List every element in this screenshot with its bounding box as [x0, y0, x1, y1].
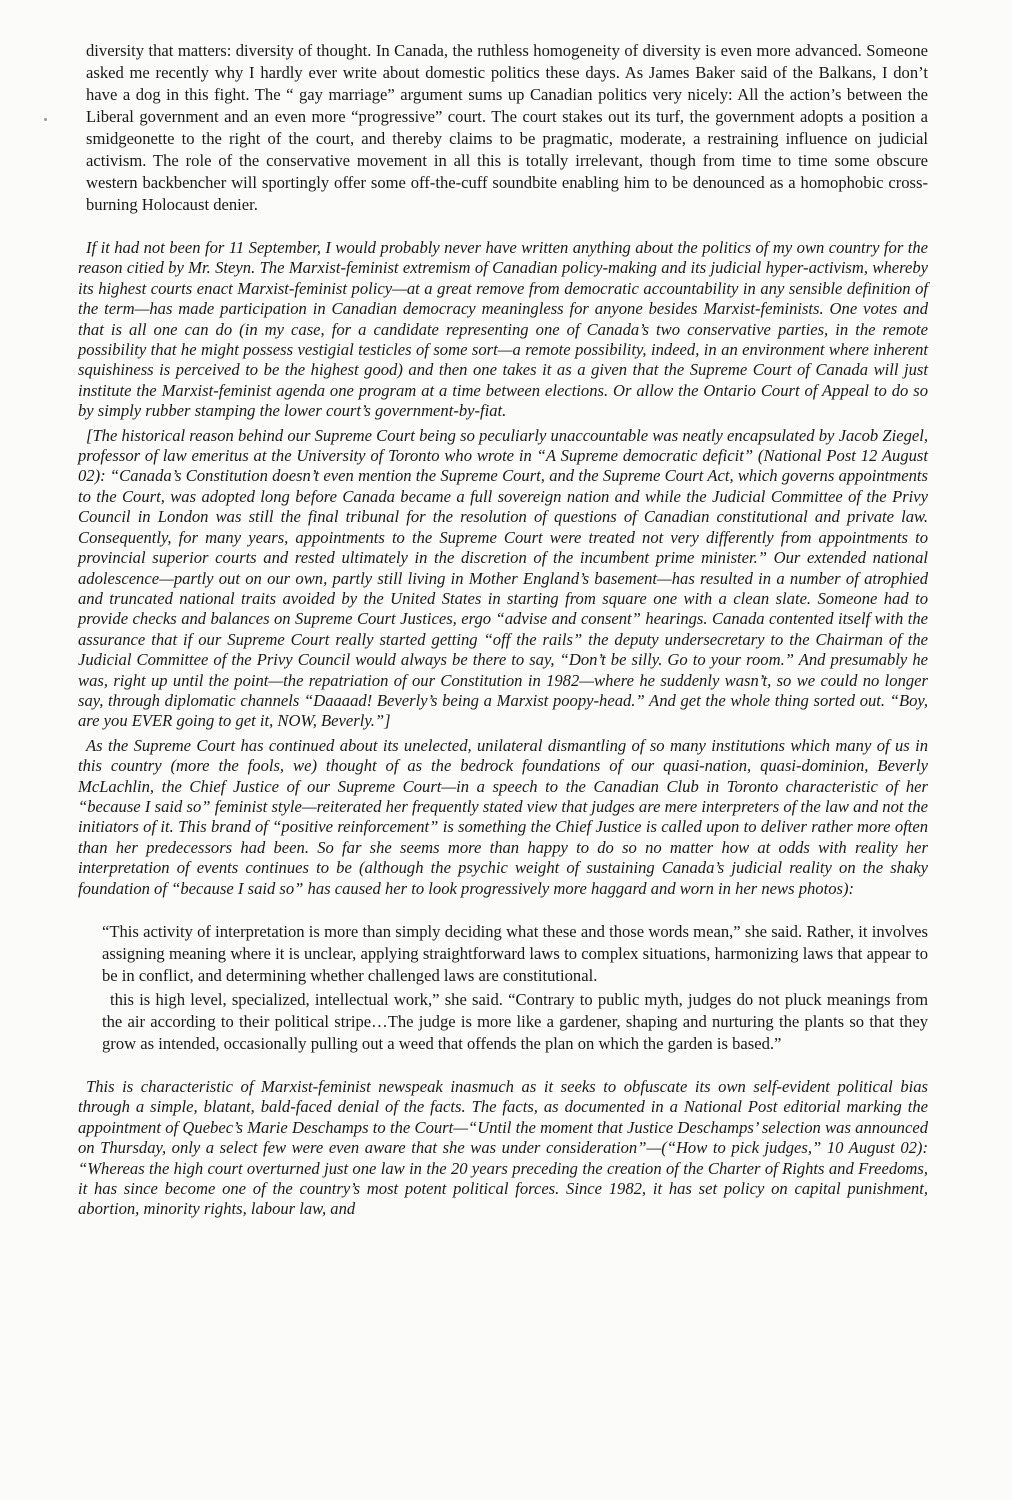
quote-interpretation: “This activity of interpretation is more than simply deciding what these and those words mean,” she said. Rather, it involves assigning meaning where it is unclear, applying straightforward laws to complex situations, harmonizing laws that appear to be in conflict, and determining whether challenged laws are constitutional.	[102, 922, 928, 985]
scan-speck	[44, 118, 47, 121]
text-column	[78, 40, 928, 1220]
paragraph-newspeak: This is characteristic of Marxist-feminist newspeak inasmuch as it seeks to obfuscate its own self-evident political bias through a simple, blatant, bald-faced denial of the facts. The facts, as documented in a National Post editorial marking the appointment of Quebec’s Marie Deschamps to the Court—“Until the moment that Justice Deschamps’ selection was announced on Thursday, only a select few were even aware that she was under consideration”—(“How to pick judges,” 10 August 02): “Whereas the high court overturned just one law in the 20 years preceding the creation of the Charter of Rights and Freedoms, it has since become one of the country’s most potent political forces. Since 1982, it has set policy on capital punishment, abortion, minority rights, labour law, and	[78, 1077, 928, 1219]
quote-gardener: this is high level, specialized, intellectual work,” she said. “Contrary to public myth, judges do not pluck meanings from the air according to their political stripe…The judge is more like a gardener, shaping and nurturing the plants so that they grow as intended, occasionally pulling out a weed that offends the plan on which the garden is based.”	[102, 990, 928, 1053]
paragraph-supreme-court: As the Supreme Court has continued about its unelected, unilateral dismantling of so many institutions which many of us in this country (more the fools, we) thought of as the bedrock foundations of our quasi-nation, quasi-dominion, Beverly McLachlin, the Chief Justice of our Supreme Court—in a speech to the Canadian Club in Toronto characteristic of her “because I said so” feminist style—reiterated her frequently stated view that judges are mere interpreters of the law and not the initiators of it. This brand of “positive reinforcement” is something the Chief Justice is called upon to deliver rather more often than her predecessors had been. So far she seems more than happy to do so no matter how at odds with reality her interpretation of events continues to be (although the psychic weight of sustaining Canada’s judicial reality on the shaky foundation of “because I said so” has caused her to look progressively more haggard and worn in her news photos):	[78, 735, 928, 898]
paragraph-steyn-quote: diversity that matters: diversity of thought. In Canada, the ruthless homogeneity of diversity is even more advanced. Someone asked me recently why I hardly ever write about domestic politics these days. As James Baker said of the Balkans, I don’t have a dog in this fight. The “ gay marriage” argument sums up Canadian politics very nicely: All the action’s between the Liberal government and an even more “progressive” court. The court stakes out its turf, the government adopts a position a smidgeonette to the right of the court, and thereby claims to be pragmatic, moderate, a restraining influence on judicial activism. The role of the conservative movement in all this is totally irrelevant, though from time to time some obscure western backbencher will sportingly offer some off-the-cuff soundbite enabling him to be denounced as a homophobic cross-burning Holocaust denier.	[86, 41, 928, 214]
paragraph-11-september: If it had not been for 11 September, I would probably never have written anything about the politics of my own country for the reason citied by Mr. Steyn. The Marxist-feminist extremism of Canadian policy-making and its judicial hyper-activism, whereby its highest courts enact Marxist-feminist policy—at a great remove from democratic accountability in any sensible definition of the term—has made participation in Canadian democracy meaningless for anyone besides Marxist-feminists. One votes and that is all one can do (in my case, for a candidate representing one of Canada’s two conservative parties, in the remote possibility that he might possess vestigial testicles of some sort—a remote possibility, indeed, in an environment where inherent squishiness is perceived to be the highest good) and then one takes it as a given that the Supreme Court of Canada will just institute the Marxist-feminist agenda one program at a time between elections. Or allow the Ontario Court of Appeal to do so by simply rubber stamping the lower court’s government-by-fiat.	[78, 238, 928, 421]
paragraph-historical-reason: [The historical reason behind our Supreme Court being so peculiarly unaccountable was neatly encapsulated by Jacob Ziegel, professor of law emeritus at the University of Toronto who wrote in “A Supreme democratic deficit” (National Post 12 August 02): “Canada’s Constitution doesn’t even mention the Supreme Court, and the Supreme Court Act, which governs appointments to the Court, was adopted long before Canada became a full sovereign nation and while the Judicial Committee of the Privy Council in London was still the final tribunal for the resolution of questions of Canadian constitutional and private law. Consequently, for many years, appointments to the Supreme Court were treated not very differently from appointments to provincial superior courts and rested ultimately in the discretion of the incumbent prime minister.” Our extended national adolescence—partly out on our own, partly still living in Mother England’s basement—has resulted in a number of atrophied and truncated national traits avoided by the United States in starting from square one with a clean slate. Someone had to provide checks and balances on Supreme Court Justices, ergo “advise and consent” hearings. Canada contented itself with the assurance that if our Supreme Court really started getting “off the rails” the deputy undersecretary to the Chairman of the Judicial Committee of the Privy Council would always be there to say, “Don’t be silly. Go to your room.” And presumably he was, right up until the point—the repatriation of our Constitution in 1982—where he suddenly wasn’t, so we could no longer say, through diplomatic channels “Daaaad! Beverly’s being a Marxist poopy-head.” And get the whole thing sorted out. “Boy, are you EVER going to get it, NOW, Beverly.”]	[78, 425, 928, 731]
